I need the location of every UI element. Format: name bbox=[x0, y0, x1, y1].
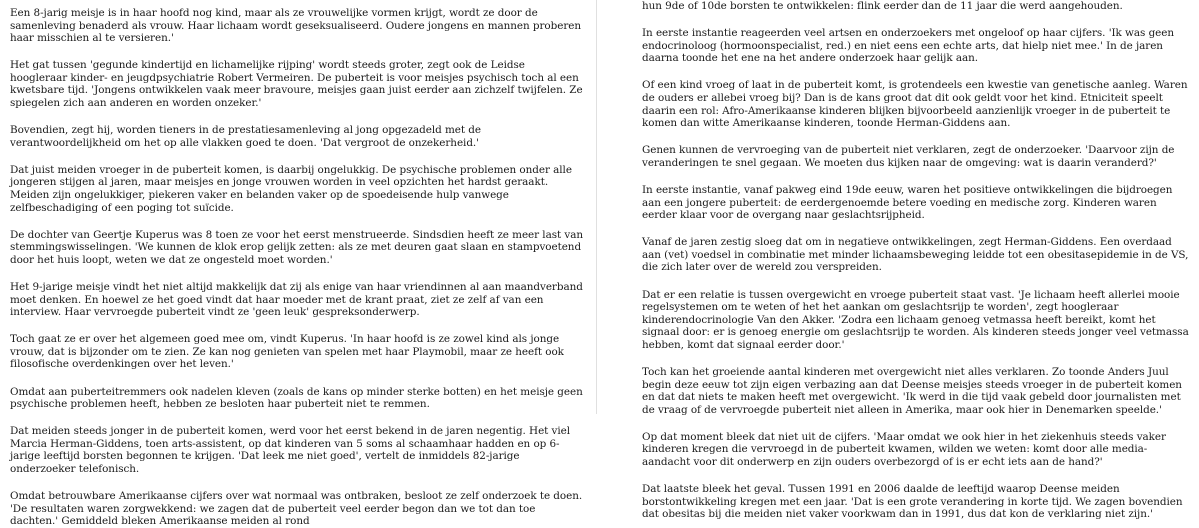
paragraph: In eerste instantie reageerden veel artsen en onderzoekers met ongeloof op haar cijfers. 'Ik was geen endocrinoloog (hormoonspecialist, red.) en niet eens een echte arts, dat hielp niet mee.' In de jaren daarna toonde het ene na het andere onderzoek haar gelijk aan. bbox=[642, 27, 1175, 65]
paragraph: Toch gaat ze er over het algemeen goed mee om, vindt Kuperus. 'In haar hoofd is ze zowel kind als jonge vrouw, dat is bijzonder om te zien. Ze kan nog genieten van spelen met haar Playmobil, maar ze heeft ook filosofische overdenkingen over het leven.' bbox=[10, 333, 564, 371]
paragraph: Dat er een relatie is tussen overgewicht en vroege puberteit staat vast. 'Je lichaam heeft allerlei mooie regelsystemen om te weten of het het aankan om geslachtsrijp te worden', zegt hoogleraar kinderendocrinologie Van den Akker. 'Zodra een lichaam genoeg vetmassa heeft bereikt, komt het signaal door: er is genoeg energie om geslachtsrijp te worden. Als kinderen steeds jonger veel vetmassa hebben, komt dat signaal eerder door.' bbox=[642, 288, 1189, 351]
paragraph: hun 9de of 10de borsten te ontwikkelen: flink eerder dan de 11 jaar die werd aangehouden. bbox=[642, 0, 1123, 12]
paragraph: Bovendien, zegt hij, worden tieners in de prestatiesamenleving al jong opgezadeld met de verantwoordelijkheid om het op alle vlakken goed te doen. 'Dat vergroot de onzekerheid.' bbox=[10, 124, 481, 149]
paragraph: De dochter van Geertje Kuperus was 8 toen ze voor het eerst menstrueerde. Sindsdien heeft ze meer last van stemmingswisselingen. 'We kunnen de klok erop gelijk zetten: als ze met deuren gaat slaan en stampvoetend door het huis loopt, weten we dat ze ongesteld moet worden.' bbox=[10, 228, 583, 266]
column-divider bbox=[596, 0, 597, 414]
paragraph: Op dat moment bleek dat niet uit de cijfers. 'Maar omdat we ook hier in het ziekenhuis steeds vaker kinderen kregen die vervroegd in de puberteit kwamen, wilden we weten: komt door alle media-aandacht voor dit onderwerp en zijn ouders overbezorgd of is er echt iets aan de hand?' bbox=[642, 430, 1166, 469]
paragraph: Of een kind vroeg of laat in de puberteit komt, is grotendeels een kwestie van genetische aanleg. Waren de ouders er allebei vroeg bij? Dan is de kans groot dat dit ook geldt voor het kind. Etniciteit speelt daarin een rol: Afro-Amerikaanse kinderen blijken bijvoorbeeld aanzienlijk vroeger in de puberteit te komen dan witte Amerikaanse kinderen, toonde Herman-Giddens aan. bbox=[642, 79, 1188, 130]
paragraph: Dat meiden steeds jonger in de puberteit komen, werd voor het eerst bekend in de jaren negentig. Het viel Marcia Herman-Giddens, toen arts-assistent, op dat kinderen van 5 soms al schaamhaar hadden en op 6-jarige leeftijd borsten begonnen te krijgen. 'Dat leek me niet goed', vertelt de inmiddels 82-jarige onderzoeker telefonisch. bbox=[10, 425, 571, 476]
paragraph: Het gat tussen 'gegunde kindertijd en lichamelijke rijping' wordt steeds groter, zegt ook de Leidse hoogleraar kinder- en jeugdpsychiatrie Robert Vermeiren. De puberteit is voor meisjes psychisch toch al een kwetsbare tijd. 'Jongens ontwikkelen vaak meer bravoure, meisjes gaan juist eerder aan zichzelf twijfelen. Ze spiegelen zich aan anderen en worden onzeker.' bbox=[10, 59, 583, 110]
paragraph: Omdat aan puberteitremmers ook nadelen kleven (zoals de kans op minder sterke botten) en het meisje geen psychische problemen heeft, hebben ze besloten haar puberteit niet te remmen. bbox=[10, 385, 583, 411]
paragraph: Omdat betrouwbare Amerikaanse cijfers over wat normaal was ontbraken, besloot ze zelf onderzoek te doen. 'De resultaten waren zorgwekkend: we zagen dat de puberteit veel eerder begon dan we tot dan toe dachten.' Gemiddeld bleken Amerikaanse meiden al rond bbox=[10, 490, 583, 528]
article-column-left bbox=[0, 0, 593, 528]
paragraph: In eerste instantie, vanaf pakweg eind 19de eeuw, waren het positieve ontwikkelingen die bijdroegen aan een jongere puberteit: de eerdergenoemde betere voeding en medische zorg. Kinderen waren eerder klaar voor de overgang naar geslachtsrijpheid. bbox=[642, 183, 1173, 222]
paragraph: Een 8-jarig meisje is in haar hoofd nog kind, maar als ze vrouwelijke vormen krijgt, wordt ze door de samenleving benaderd als vrouw. Haar lichaam wordt geseksualiseerd. Oudere jongens en mannen proberen haar misschien al te versieren.' bbox=[10, 7, 581, 45]
paragraph: Dat juist meiden vroeger in de puberteit komen, is daarbij ongelukkig. De psychische problemen onder alle jongeren stijgen al jaren, maar meisjes en jonge vrouwen worden in veel opzichten het hardst geraakt. Meiden zijn ongelukkiger, piekeren vaker en belanden vaker op de spoedeisende hulp vanwege zelfbeschadiging of een poging tot suïcide. bbox=[10, 163, 572, 214]
paragraph: Vanaf de jaren zestig sloeg dat om in negatieve ontwikkelingen, zegt Herman-Giddens. Een overdaad aan (vet) voedsel in combinatie met minder lichaamsbeweging leidde tot een obesitasepidemie in de VS, die zich later over de wereld zou verspreiden. bbox=[642, 236, 1189, 274]
paragraph: Het 9-jarige meisje vindt het niet altijd makkelijk dat zij als enige van haar vriendinnen al aan maandverband moet denken. En hoewel ze het goed vindt dat haar moeder met de krant praat, ziet ze zelf af van een interview. Haar vervroegde puberteit vindt ze 'geen leuk' gespreksonderwerp. bbox=[10, 281, 583, 319]
article-column-right bbox=[603, 0, 1199, 521]
paragraph: Dat laatste bleek het geval. Tussen 1991 en 2006 daalde de leeftijd waarop Deense meiden borstontwikkeling kregen met een jaar. 'Dat is een grote verandering in korte tijd. We zagen bovendien dat obesitas bij die meiden niet vaker voorkwam dan in 1991, dus dat kon de verklaring niet zijn.' bbox=[642, 483, 1183, 521]
paragraph: Genen kunnen de vervroeging van de puberteit niet verklaren, zegt de onderzoeker. 'Daarvoor zijn de veranderingen te snel gegaan. We moeten dus kijken naar de omgeving: wat is daarin veranderd?' bbox=[642, 144, 1175, 169]
paragraph: Toch kan het groeiende aantal kinderen met overgewicht niet alles verklaren. Zo toonde Anders Juul begin deze eeuw tot zijn eigen verbazing aan dat Deense meisjes steeds vroeger in de puberteit komen en dat dat niets te maken heeft met overgewicht. 'Ik werd in die tijd vaak gebeld door journalisten met de vraag of de vervroegde puberteit niet alleen in Amerika, maar ook hier in Denemarken speelde.' bbox=[642, 365, 1182, 416]
